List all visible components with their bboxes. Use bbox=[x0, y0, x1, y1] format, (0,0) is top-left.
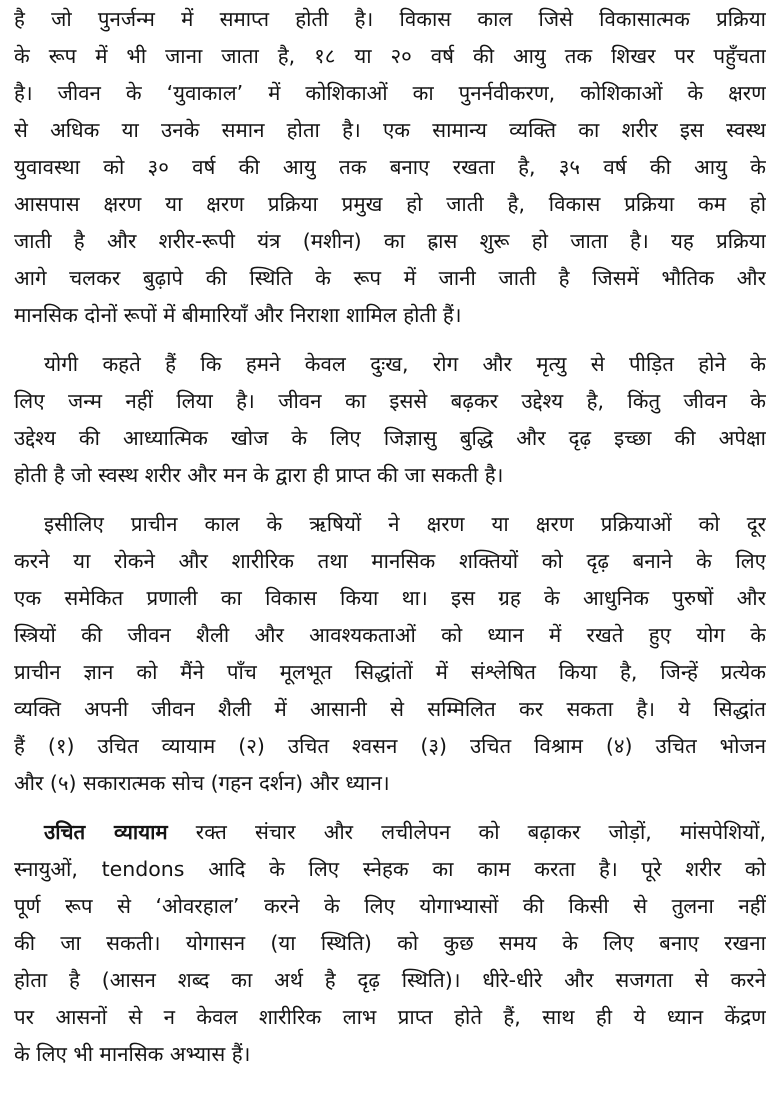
text-line: है जो पुनर्जन्म में समाप्त होती है। विकास काल जिसे विकासात्मक प्रक्रिया bbox=[14, 7, 766, 31]
text-line: प्राचीन ज्ञान को मैंने पाँच मूलभूत सिद्धांतों में संश्लेषित किया है, जिन्हें प्रत्येक bbox=[14, 660, 766, 684]
text-line: करने या रोकने और शारीरिक तथा मानसिक शक्तियों को दृढ़ बनाने के लिए bbox=[14, 549, 766, 573]
lead-term-proper-exercise: उचित व्यायाम bbox=[44, 820, 168, 844]
text-line: मानसिक दोनों रूपों में बीमारियाँ और निराशा शामिल होती हैं। bbox=[14, 303, 462, 327]
text-line: के लिए भी मानसिक अभ्यास हैं। bbox=[14, 1042, 251, 1066]
text-line: के रूप में भी जाना जाता है, १८ या २० वर्ष की आयु तक शिखर पर पहुँचता bbox=[14, 44, 766, 68]
text-line: और (५) सकारात्मक सोच (गहन दर्शन) और ध्यान। bbox=[14, 771, 390, 795]
text-line: होता है (आसन शब्द का अर्थ है दृढ़ स्थिति)। धीरे-धीरे और सजगता से करने bbox=[14, 968, 766, 992]
text-line: पर आसनों से न केवल शारीरिक लाभ प्राप्त होते हैं, साथ ही ये ध्यान केंद्रण bbox=[14, 1005, 766, 1029]
text-line: लिए जन्म नहीं लिया है। जीवन का इससे बढ़कर उद्देश्य है, किंतु जीवन के bbox=[14, 389, 766, 413]
text-line: व्यक्ति अपनी जीवन शैली में आसानी से सम्मिलित कर सकता है। ये सिद्धांत bbox=[14, 697, 766, 721]
text-line: आसपास क्षरण या क्षरण प्रक्रिया प्रमुख हो जाती है, विकास प्रक्रिया कम हो bbox=[14, 192, 766, 216]
text-line-with-lead bbox=[14, 814, 766, 851]
first-line-rest: रक्त संचार और लचीलेपन को बढ़ाकर जोड़ों, मांसपेशियों, bbox=[167, 820, 766, 844]
text-line: है। जीवन के ‘युवाकाल’ में कोशिकाओं का पुनर्नवीकरण, कोशिकाओं के क्षरण bbox=[14, 81, 766, 105]
text-line: की जा सकती। योगासन (या स्थिति) को कुछ समय के लिए बनाए रखना bbox=[14, 931, 766, 955]
text-line: उद्देश्य की आध्यात्मिक खोज के लिए जिज्ञासु बुद्धि और दृढ़ इच्छा की अपेक्षा bbox=[14, 426, 766, 450]
book-page bbox=[14, 0, 766, 1108]
text-line: एक समेकित प्रणाली का विकास किया था। इस ग्रह के आधुनिक पुरुषों और bbox=[14, 586, 766, 610]
text-line: से अधिक या उनके समान होता है। एक सामान्य व्यक्ति का शरीर इस स्वस्थ bbox=[14, 118, 766, 142]
text-line: आगे चलकर बुढ़ापे की स्थिति के रूप में जानी जाती है जिसमें भौतिक और bbox=[14, 266, 766, 290]
paragraph-2 bbox=[14, 346, 766, 494]
text-line: होती है जो स्वस्थ शरीर और मन के द्वारा ही प्राप्त की जा सकती है। bbox=[14, 463, 504, 487]
paragraph-3 bbox=[14, 506, 766, 802]
text-line: स्नायुओं, tendons आदि के लिए स्नेहक का काम करता है। पूरे शरीर को bbox=[14, 857, 766, 881]
text-line: पूर्ण रूप से ‘ओवरहाल’ करने के लिए योगाभ्यासों की किसी से तुलना नहीं bbox=[14, 894, 766, 918]
text-line: हैं (१) उचित व्यायाम (२) उचित श्वसन (३) उचित विश्राम (४) उचित भोजन bbox=[14, 734, 766, 758]
text-line: जाती है और शरीर-रूपी यंत्र (मशीन) का ह्रास शुरू हो जाता है। यह प्रक्रिया bbox=[14, 229, 766, 253]
text-line: इसीलिए प्राचीन काल के ऋषियों ने क्षरण या क्षरण प्रक्रियाओं को दूर bbox=[44, 512, 766, 536]
text-line: योगी कहते हैं कि हमने केवल दुःख, रोग और मृत्यु से पीड़ित होने के bbox=[44, 352, 766, 376]
text-line: स्त्रियों की जीवन शैली और आवश्यकताओं को ध्यान में रखते हुए योग के bbox=[14, 623, 766, 647]
paragraph-1 bbox=[14, 1, 766, 334]
text-line: युवावस्था को ३० वर्ष की आयु तक बनाए रखता है, ३५ वर्ष की आयु के bbox=[14, 155, 766, 179]
paragraph-4 bbox=[14, 814, 766, 1073]
